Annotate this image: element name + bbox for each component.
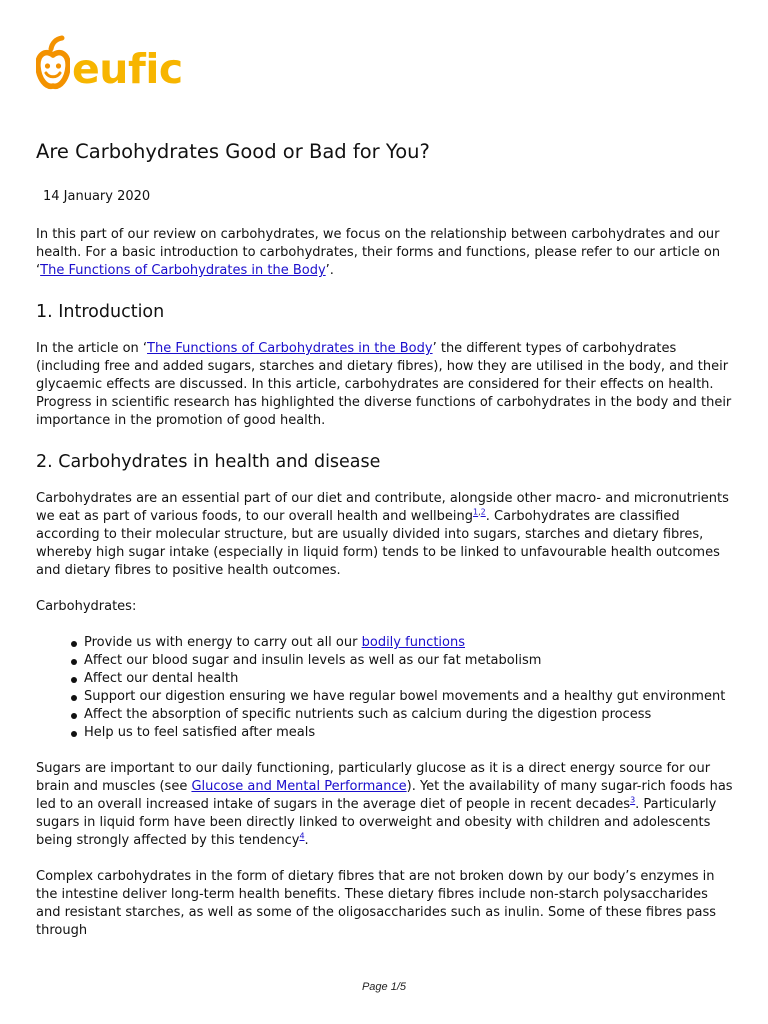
sugars-paragraph bbox=[36, 760, 736, 850]
bullet-icon bbox=[71, 731, 77, 737]
glucose-mental-performance-link[interactable]: Glucose and Mental Performance bbox=[191, 779, 407, 794]
sugars-text-2: ). Yet the availability of many sugar-rich foods has led to an overall increased intake of sugars in the average diet of people in recent decades bbox=[36, 779, 733, 812]
bullet-icon bbox=[71, 713, 77, 719]
bullet-icon bbox=[71, 641, 77, 647]
page-title: Are Carbohydrates Good or Bad for You? bbox=[36, 140, 430, 163]
functions-article-link[interactable]: The Functions of Carbohydrates in the Body bbox=[40, 263, 326, 278]
reference-3-link[interactable]: 3 bbox=[630, 795, 636, 805]
carbohydrates-functions-list bbox=[36, 634, 736, 742]
reference-1-2 bbox=[473, 508, 486, 517]
list-item-text: Affect the absorption of specific nutrients such as calcium during the digestion process bbox=[84, 707, 652, 722]
introduction-text-after: ’ the different types of carbohydrates (including free and added sugars, starches and dietary fibres), how they are utilised in the body, and their glycaemic effects are discussed. In this article, carbohydrates are considered for their effects on health. Progress in scientific research has highlighted the diverse functions of carbohydrates in the body and their importance in the promotion of good health. bbox=[36, 341, 732, 428]
carbohydrates-list-label: Carbohydrates: bbox=[36, 599, 137, 614]
list-item bbox=[68, 688, 736, 706]
smiling-apple-icon bbox=[36, 35, 70, 93]
sugars-text-4: . bbox=[304, 833, 309, 848]
intro-text-before: In this part of our review on carbohydrates, we focus on the relationship between carbohydrates and our health. For a basic introduction to carbohydrates, their forms and functions, please refer to our article on ‘ bbox=[36, 227, 721, 278]
list-item bbox=[68, 724, 736, 742]
intro-paragraph bbox=[36, 226, 736, 280]
bullet-icon bbox=[71, 659, 77, 665]
list-item-text: Provide us with energy to carry out all our bbox=[84, 635, 362, 650]
introduction-paragraph bbox=[36, 340, 736, 430]
bullet-icon bbox=[71, 695, 77, 701]
list-item bbox=[68, 652, 736, 670]
introduction-text-before: In the article on ‘ bbox=[36, 341, 148, 356]
intro-text-after: ’. bbox=[325, 263, 334, 278]
logo-wordmark bbox=[72, 45, 183, 93]
reference-separator: , bbox=[478, 507, 481, 517]
list-item-text: Help us to feel satisfied after meals bbox=[84, 725, 316, 740]
article bbox=[36, 128, 736, 940]
bodily-functions-link[interactable]: bodily functions bbox=[361, 635, 465, 650]
list-item bbox=[68, 670, 736, 688]
functions-article-link-2[interactable]: The Functions of Carbohydrates in the Body bbox=[147, 341, 433, 356]
page-number: Page 1/5 bbox=[361, 981, 407, 993]
list-item-text: Affect our blood sugar and insulin levels as well as our fat metabolism bbox=[84, 653, 542, 668]
section-heading-introduction: 1. Introduction bbox=[36, 302, 165, 322]
reference-2-link[interactable]: 2 bbox=[480, 507, 486, 517]
list-item-text: Support our digestion ensuring we have regular bowel movements and a healthy gut environment bbox=[84, 689, 726, 704]
health-text-after: . Carbohydrates are classified according to their molecular structure, but are usually divided into sugars, starches and dietary fibres, whereby high sugar intake (especially in liquid form) tends to be linked to unfavourable health outcomes and dietary fibres to positive health outcomes. bbox=[36, 509, 720, 578]
sugars-text-3: . Particularly sugars in liquid form have been directly linked to overweight and obesity with children and adolescents being strongly affected by this tendency bbox=[36, 797, 717, 848]
health-paragraph bbox=[36, 490, 736, 580]
health-text-before: Carbohydrates are an essential part of our diet and contribute, alongside other macro- and micronutrients we eat as part of various foods, to our overall health and wellbeing bbox=[36, 491, 729, 524]
list-item bbox=[68, 706, 736, 724]
reference-4-link[interactable]: 4 bbox=[299, 831, 305, 841]
list-item-text: Affect our dental health bbox=[84, 671, 239, 686]
complex-carbohydrates-paragraph: Complex carbohydrates in the form of dietary fibres that are not broken down by our body’s enzymes in the intestine deliver long-term health benefits. These dietary fibres include non-starch polysaccharides and resistant starches, as well as some of the oligosaccharides such as inulin. Some of these fibres pass through bbox=[36, 869, 717, 938]
list-item bbox=[68, 634, 736, 652]
publish-date: 14 January 2020 bbox=[43, 189, 151, 204]
reference-1-link[interactable]: 1 bbox=[473, 507, 479, 517]
bullet-icon bbox=[71, 677, 77, 683]
logo-wordmark-text: eufic bbox=[72, 45, 183, 93]
sugars-text-1: Sugars are important to our daily functioning, particularly glucose as it is a direct energy source for our brain and muscles (see bbox=[36, 761, 711, 794]
eufic-logo bbox=[36, 34, 183, 94]
section-heading-health-disease: 2. Carbohydrates in health and disease bbox=[36, 452, 381, 472]
